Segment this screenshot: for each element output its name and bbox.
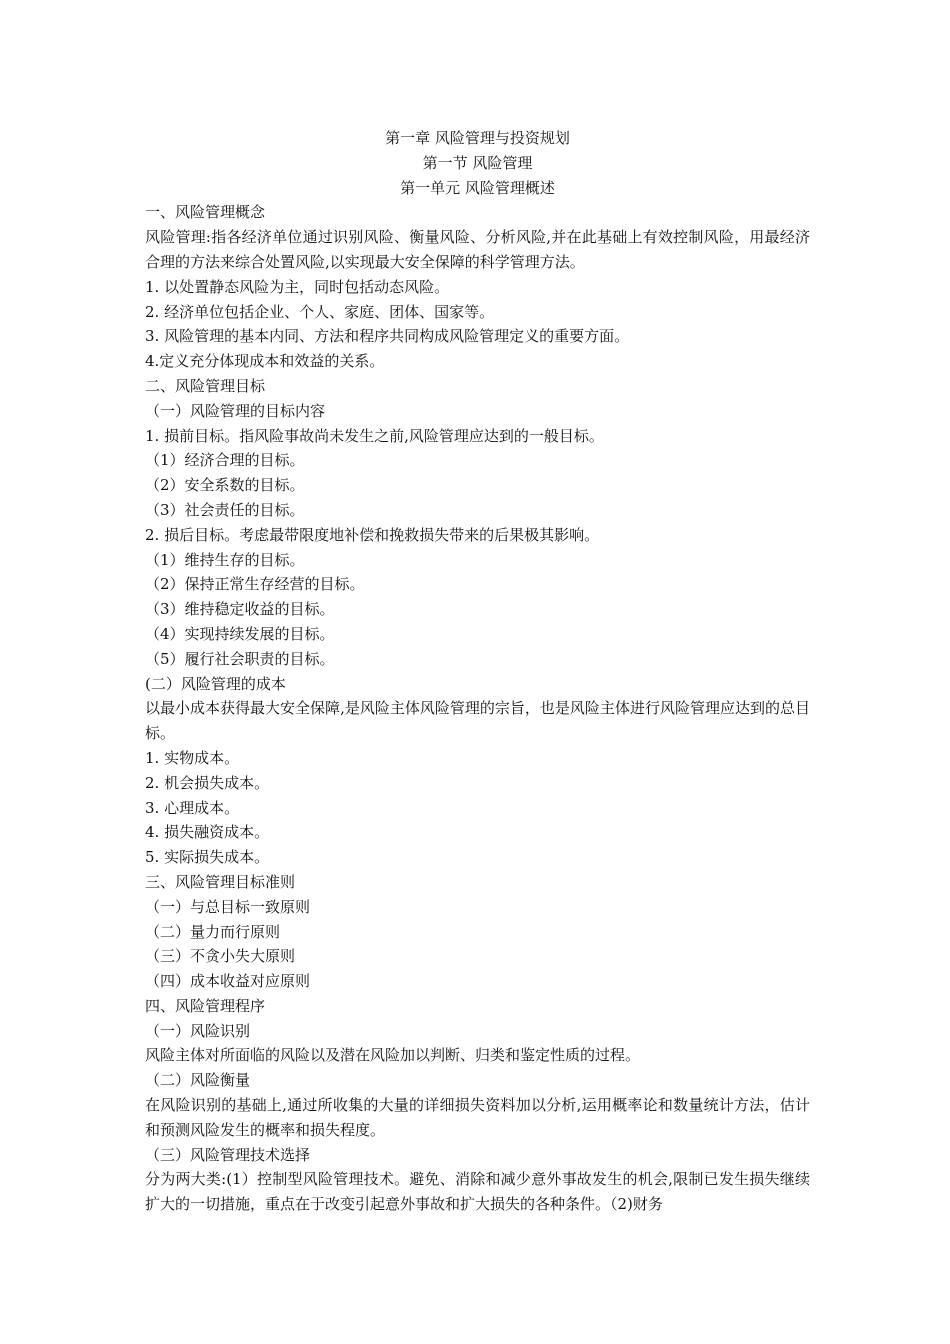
- body-paragraph: 分为两大类:(1）控制型风险管理技术。避免、消除和减少意外事故发生的机会,限制已发生损失继续扩大的一切措施，重点在于改变引起意外事故和扩大损失的各种条件。（2)财务: [145, 1170, 810, 1214]
- body-paragraph: 以最小成本获得最大安全保障,是风险主体风险管理的宗旨，也是风险主体进行风险管理应达到的总目标。: [145, 699, 810, 743]
- body-line: （一）风险识别: [145, 1021, 251, 1040]
- body-line: （3）维持稳定收益的目标。: [145, 600, 335, 619]
- body-line: (二）风险管理的成本: [145, 674, 286, 693]
- body-line: 风险主体对所面临的风险以及潜在风险加以判断、归类和鉴定性质的过程。: [145, 1046, 641, 1065]
- section-title: 第一节 风险管理: [422, 153, 533, 172]
- body-line: （三）风险管理技术选择: [145, 1145, 311, 1164]
- body-line: 一、风险管理概念: [145, 203, 266, 222]
- document-content: [145, 126, 810, 1217]
- body-line: 1. 以处置静态风险为主，同时包括动态风险。: [145, 277, 450, 296]
- body-line: 4. 损失融资成本。: [145, 823, 270, 842]
- body-line: 4.定义充分体现成本和效益的关系。: [145, 352, 385, 371]
- body-line: （二）风险衡量: [145, 1071, 251, 1090]
- body-line: （3）社会责任的目标。: [145, 500, 305, 519]
- body-line: （三）不贪小失大原则: [145, 947, 296, 966]
- body-line: 四、风险管理程序: [145, 996, 266, 1015]
- body-line: （1）经济合理的目标。: [145, 451, 305, 470]
- body-line: （2）保持正常生存经营的目标。: [145, 575, 365, 594]
- body-line: 3. 风险管理的基本内同、方法和程序共同构成风险管理定义的重要方面。: [145, 327, 630, 346]
- body-line: 二、风险管理目标: [145, 376, 266, 395]
- body-line: （一）风险管理的目标内容: [145, 401, 326, 420]
- body-line: 三、风险管理目标准则: [145, 872, 296, 891]
- body-line: （一）与总目标一致原则: [145, 897, 311, 916]
- body-line: 2. 经济单位包括企业、个人、家庭、团体、国家等。: [145, 302, 495, 321]
- body-line: （二）量力而行原则: [145, 922, 281, 941]
- body-line: 3. 心理成本。: [145, 798, 240, 817]
- body-line: （四）成本收益对应原则: [145, 972, 311, 991]
- body-line: 5. 实际损失成本。: [145, 848, 270, 867]
- body-paragraph: 在风险识别的基础上,通过所收集的大量的详细损失资料加以分析,运用概率论和数量统计方法，估计和预测风险发生的概率和损失程度。: [145, 1096, 810, 1139]
- body-line: 2. 机会损失成本。: [145, 773, 270, 792]
- body-line: 1. 损前目标。指风险事故尚未发生之前,风险管理应达到的一般目标。: [145, 426, 604, 445]
- body-line: （2）安全系数的目标。: [145, 476, 305, 495]
- body-line: 1. 实物成本。: [145, 748, 240, 767]
- body-paragraph: 风险管理:指各经济单位通过识别风险、衡量风险、分析风险,并在此基础上有效控制风险，用最经济合理的方法来综合处置风险,以实现最大安全保障的科学管理方法。: [145, 228, 810, 271]
- body-line: （1）维持生存的目标。: [145, 550, 305, 569]
- unit-title: 第一单元 风险管理概述: [400, 178, 555, 197]
- chapter-title: 第一章 风险管理与投资规划: [385, 129, 570, 147]
- body-line: （4）实现持续发展的目标。: [145, 624, 335, 643]
- document-body: [145, 200, 810, 1217]
- body-line: 2. 损后目标。考虑最带限度地补偿和挽救损失带来的后果极其影响。: [145, 525, 600, 544]
- body-line: （5）履行社会职责的目标。: [145, 649, 335, 668]
